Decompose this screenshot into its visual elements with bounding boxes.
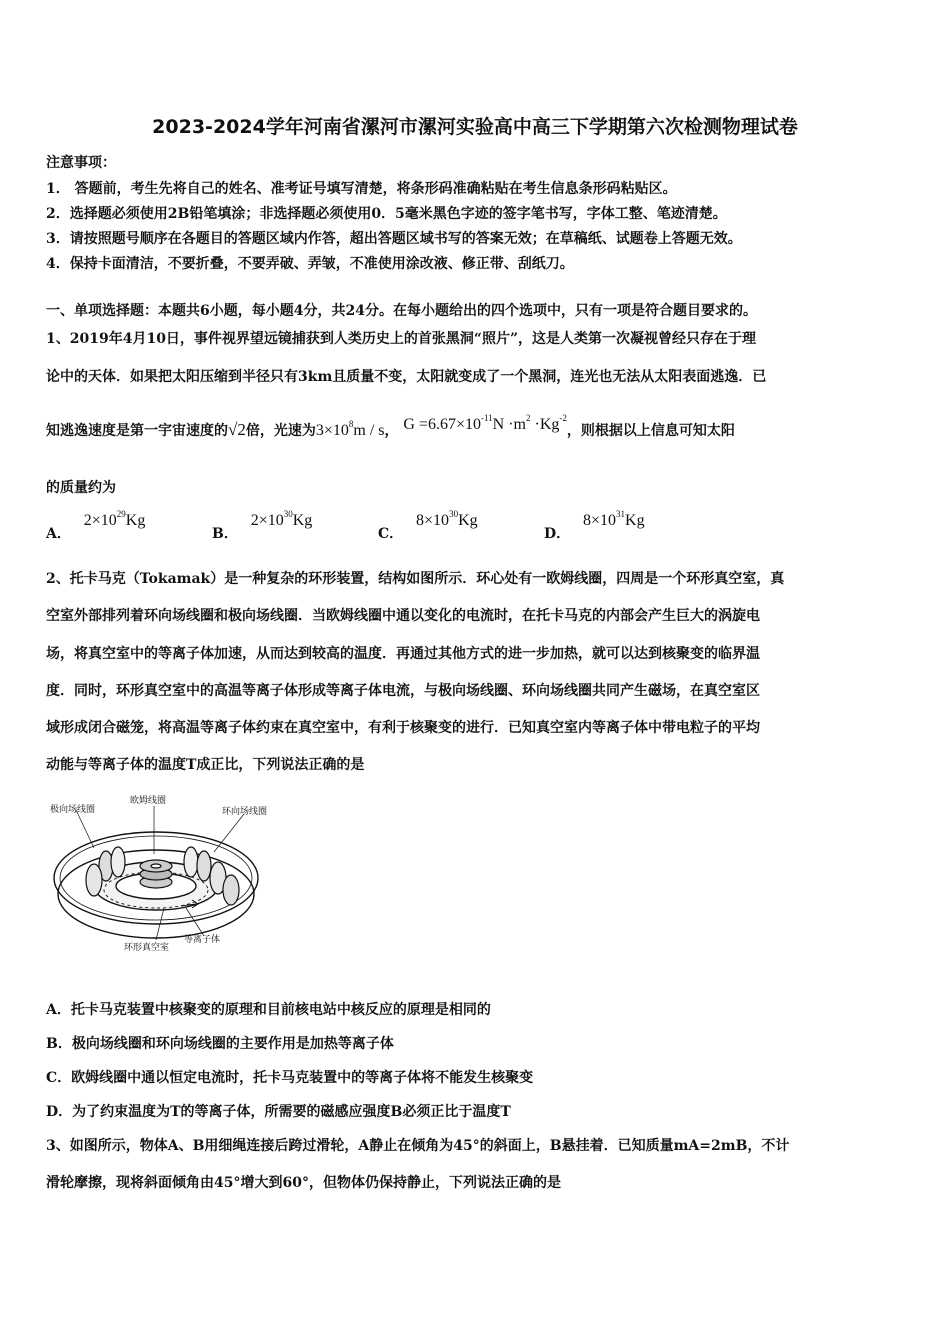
notice-heading: 注意事项： bbox=[46, 155, 116, 171]
label-ring-coil: 环向场线圈 bbox=[222, 807, 268, 817]
q1-option-a-value: $2\times 10^{29}Kg$ bbox=[83, 508, 146, 529]
q2-line-4: 度．同时，环形真空室中的高温等离子体形成等离子体电流，与极向场线圈、环向场线圈共同产生磁场，在真空室区 bbox=[46, 683, 760, 699]
tokamak-figure bbox=[46, 790, 286, 960]
q1-line-3-text-c: ， bbox=[384, 423, 399, 439]
q1-option-d: D． $8\times 10^{31}Kg$ bbox=[544, 508, 645, 542]
gravity-constant-formula: $G =6.67\times 10^{-11}N \cdot m^2 \cdot Kg^{-2}$ bbox=[403, 412, 567, 433]
q3-line-1: 3、如图所示，物体A、B用细绳连接后跨过滑轮，A静止在倾角为45°的斜面上，B悬挂着．已知质量mA=2mB，不计 bbox=[46, 1138, 790, 1154]
q2-option-d: D．为了约束温度为T的等离子体，所需要的磁感应强度B必须正比于温度T bbox=[46, 1104, 511, 1120]
q1-option-a: A． $2\times 10^{29}Kg$ bbox=[46, 508, 146, 542]
notice-item-2: 2．选择题必须使用2B铅笔填涂；非选择题必须使用0．5毫米黑色字迹的签字笔书写，字体工整、笔迹清楚。 bbox=[46, 206, 727, 222]
q1-line-2: 论中的天体．如果把太阳压缩到半径只有3km且质量不变，太阳就变成了一个黑洞，连光也无法从太阳表面逃逸．已 bbox=[46, 369, 767, 385]
q1-option-c-value: $8\times 10^{30}Kg$ bbox=[416, 508, 478, 529]
q1-option-d-value: $8\times 10^{31}Kg$ bbox=[583, 508, 645, 529]
q1-line-1: 1、2019年4月10日，事件视界望远镜捕获到人类历史上的首张黑洞“照片”，这是人类第一次凝视曾经只存在于理 bbox=[46, 331, 757, 347]
label-vacuum-chamber: 环形真空室 bbox=[124, 943, 170, 953]
q2-option-a: A．托卡马克装置中核聚变的原理和目前核电站中核反应的原理是相同的 bbox=[46, 1002, 491, 1018]
q2-option-c: C．欧姆线圈中通以恒定电流时，托卡马克装置中的等离子体将不能发生核聚变 bbox=[46, 1070, 534, 1086]
exam-title: 2023-2024学年河南省漯河市漯河实验高中高三下学期第六次检测物理试卷 bbox=[152, 116, 798, 138]
q2-line-5: 域形成闭合磁笼，将高温等离子体约束在真空室中，有利于核聚变的进行．已知真空室内等离子体中带电粒子的平均 bbox=[46, 720, 760, 736]
sqrt-two-formula: √2 bbox=[228, 420, 246, 439]
ohm-coil-stack bbox=[140, 860, 172, 888]
q1-option-b-value: $2\times 10^{30}Kg$ bbox=[250, 508, 313, 529]
notice-item-3: 3．请按照题号顺序在各题目的答题区域内作答，超出答题区域书写的答案无效；在草稿纸、试题卷上答题无效。 bbox=[46, 231, 742, 247]
q1-option-c: C． $8\times 10^{30}Kg$ bbox=[378, 508, 478, 542]
q3-line-2: 滑轮摩擦，现将斜面倾角由45°增大到60°，但物体仍保持静止，下列说法正确的是 bbox=[46, 1175, 561, 1191]
label-pole-coil: 极向场线圈 bbox=[50, 805, 96, 815]
q2-line-1: 2、托卡马克（Tokamak）是一种复杂的环形装置，结构如图所示．环心处有一欧姆线圈，四周是一个环形真空室，真 bbox=[46, 571, 785, 587]
section-heading: 一、单项选择题：本题共6小题，每小题4分，共24分。在每小题给出的四个选项中，只有一项是符合题目要求的。 bbox=[46, 303, 757, 319]
q2-line-6: 动能与等离子体的温度T成正比，下列说法正确的是 bbox=[46, 757, 365, 773]
notice-item-1: 1． 答题前，考生先将自己的姓名、准考证号填写清楚，将条形码准确粘贴在考生信息条形码粘贴区。 bbox=[46, 181, 677, 197]
q1-line-3-text-d: ，则根据以上信息可知太阳 bbox=[566, 423, 735, 439]
q1-line-3-text-b: 倍，光速为 bbox=[245, 423, 316, 439]
q1-option-b: B． $2\times 10^{30}Kg$ bbox=[212, 508, 313, 542]
light-speed-formula: $3\times 10^8m / s$ bbox=[315, 418, 385, 439]
q2-line-2: 空室外部排列着环向场线圈和极向场线圈．当欧姆线圈中通以变化的电流时，在托卡马克的内部会产生巨大的涡旋电 bbox=[46, 608, 760, 624]
q1-line-3 bbox=[46, 412, 735, 440]
tokamak-drawing bbox=[54, 832, 258, 938]
q2-line-3: 场，将真空室中的等离子体加速，从而达到较高的温度．再通过其他方式的进一步加热，就可以达到核聚变的临界温 bbox=[46, 646, 760, 662]
label-plasma: 等离子体 bbox=[184, 935, 221, 945]
q1-line-4: 的质量约为 bbox=[46, 480, 116, 496]
notice-item-4: 4．保持卡面清洁，不要折叠，不要弄破、弄皱，不准使用涂改液、修正带、刮纸刀。 bbox=[46, 256, 574, 272]
q1-line-3-text-a: 知逃逸速度是第一宇宙速度的 bbox=[46, 423, 228, 439]
q2-option-b: B．极向场线圈和环向场线圈的主要作用是加热等离子体 bbox=[46, 1036, 394, 1052]
label-ohm-coil: 欧姆线圈 bbox=[130, 796, 167, 806]
